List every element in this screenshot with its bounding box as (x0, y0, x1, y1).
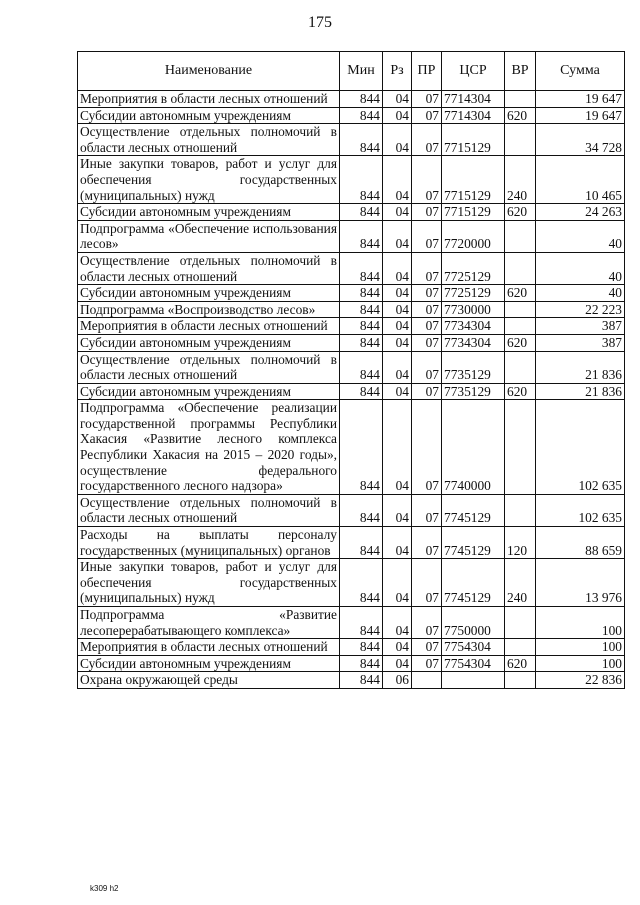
cell-pr: 07 (412, 494, 442, 526)
cell-pr: 07 (412, 607, 442, 639)
cell-min: 844 (340, 383, 383, 400)
cell-name: Субсидии автономным учреждениям (78, 334, 340, 351)
cell-name: Иные закупки товаров, работ и услуг для обеспечения государственных (муниципальных) нужд (78, 156, 340, 204)
cell-csr: 7754304 (442, 655, 505, 672)
cell-name: Охрана окружающей среды (78, 672, 340, 689)
cell-sum: 21 836 (536, 383, 625, 400)
cell-vr: 620 (505, 107, 536, 124)
cell-name: Мероприятия в области лесных отношений (78, 318, 340, 335)
cell-rz: 04 (383, 124, 412, 156)
cell-rz: 04 (383, 318, 412, 335)
cell-pr: 07 (412, 124, 442, 156)
cell-min: 844 (340, 107, 383, 124)
cell-csr: 7730000 (442, 301, 505, 318)
cell-rz: 04 (383, 301, 412, 318)
cell-vr (505, 607, 536, 639)
cell-rz: 04 (383, 383, 412, 400)
table-row (78, 494, 625, 526)
cell-min: 844 (340, 607, 383, 639)
cell-csr: 7720000 (442, 220, 505, 252)
cell-name: Иные закупки товаров, работ и услуг для обеспечения государственных (муниципальных) нужд (78, 559, 340, 607)
cell-name: Субсидии автономным учреждениям (78, 204, 340, 221)
cell-csr: 7754304 (442, 639, 505, 656)
header-pr: ПР (412, 52, 442, 91)
cell-name: Субсидии автономным учреждениям (78, 107, 340, 124)
cell-sum: 387 (536, 318, 625, 335)
header-name: Наименование (78, 52, 340, 91)
cell-sum: 21 836 (536, 351, 625, 383)
cell-pr: 07 (412, 655, 442, 672)
cell-vr: 620 (505, 334, 536, 351)
cell-name: Субсидии автономным учреждениям (78, 383, 340, 400)
cell-sum: 100 (536, 655, 625, 672)
table-row (78, 607, 625, 639)
table-row (78, 107, 625, 124)
cell-pr: 07 (412, 383, 442, 400)
cell-name: Расходы на выплаты персоналу государственных (муниципальных) органов (78, 527, 340, 559)
cell-csr: 7715129 (442, 156, 505, 204)
cell-vr (505, 91, 536, 108)
cell-vr (505, 220, 536, 252)
cell-pr: 07 (412, 204, 442, 221)
header-min: Мин (340, 52, 383, 91)
cell-rz: 04 (383, 285, 412, 302)
table-row (78, 204, 625, 221)
cell-name: Мероприятия в области лесных отношений (78, 91, 340, 108)
cell-vr (505, 301, 536, 318)
table-row (78, 252, 625, 284)
cell-min: 844 (340, 285, 383, 302)
cell-rz: 04 (383, 400, 412, 495)
cell-pr: 07 (412, 156, 442, 204)
cell-name: Осуществление отдельных полномочий в области лесных отношений (78, 252, 340, 284)
cell-sum: 100 (536, 607, 625, 639)
table-row (78, 285, 625, 302)
cell-rz: 04 (383, 220, 412, 252)
cell-name: Подпрограмма «Развитие лесоперерабатывающего комплекса» (78, 607, 340, 639)
budget-table (77, 51, 625, 689)
cell-sum: 22 223 (536, 301, 625, 318)
cell-csr: 7734304 (442, 318, 505, 335)
cell-vr (505, 639, 536, 656)
cell-csr: 7714304 (442, 107, 505, 124)
cell-sum: 100 (536, 639, 625, 656)
cell-csr: 7735129 (442, 383, 505, 400)
cell-vr (505, 124, 536, 156)
cell-rz: 04 (383, 527, 412, 559)
cell-rz: 04 (383, 107, 412, 124)
table-row (78, 156, 625, 204)
cell-pr: 07 (412, 91, 442, 108)
cell-min: 844 (340, 220, 383, 252)
table-row (78, 318, 625, 335)
cell-rz: 04 (383, 639, 412, 656)
cell-sum: 24 263 (536, 204, 625, 221)
cell-min: 844 (340, 351, 383, 383)
cell-vr: 620 (505, 285, 536, 302)
cell-pr: 07 (412, 400, 442, 495)
cell-pr: 07 (412, 318, 442, 335)
cell-csr: 7745129 (442, 527, 505, 559)
cell-name: Осуществление отдельных полномочий в области лесных отношений (78, 494, 340, 526)
cell-vr: 120 (505, 527, 536, 559)
cell-name: Подпрограмма «Воспроизводство лесов» (78, 301, 340, 318)
cell-sum: 102 635 (536, 494, 625, 526)
cell-rz: 04 (383, 351, 412, 383)
cell-sum: 10 465 (536, 156, 625, 204)
cell-vr: 620 (505, 204, 536, 221)
cell-pr: 07 (412, 107, 442, 124)
table-row (78, 220, 625, 252)
cell-csr: 7745129 (442, 559, 505, 607)
cell-sum: 40 (536, 285, 625, 302)
cell-name: Подпрограмма «Обеспечение использования лесов» (78, 220, 340, 252)
cell-min: 844 (340, 334, 383, 351)
cell-name: Осуществление отдельных полномочий в области лесных отношений (78, 124, 340, 156)
cell-pr: 07 (412, 527, 442, 559)
cell-csr: 7725129 (442, 252, 505, 284)
cell-csr: 7715129 (442, 204, 505, 221)
cell-rz: 04 (383, 252, 412, 284)
cell-vr (505, 672, 536, 689)
table-row (78, 527, 625, 559)
cell-vr: 620 (505, 655, 536, 672)
table-row (78, 91, 625, 108)
cell-sum: 19 647 (536, 107, 625, 124)
cell-min: 844 (340, 204, 383, 221)
cell-min: 844 (340, 527, 383, 559)
cell-pr: 07 (412, 285, 442, 302)
cell-name: Субсидии автономным учреждениям (78, 285, 340, 302)
table-row (78, 124, 625, 156)
cell-min: 844 (340, 156, 383, 204)
cell-name: Субсидии автономным учреждениям (78, 655, 340, 672)
cell-pr: 07 (412, 351, 442, 383)
footer-code: k309 h2 (90, 884, 119, 893)
cell-rz: 04 (383, 334, 412, 351)
cell-vr (505, 494, 536, 526)
cell-vr: 240 (505, 156, 536, 204)
cell-sum: 13 976 (536, 559, 625, 607)
cell-csr: 7714304 (442, 91, 505, 108)
cell-min: 844 (340, 400, 383, 495)
cell-csr: 7735129 (442, 351, 505, 383)
cell-csr: 7740000 (442, 400, 505, 495)
cell-vr (505, 318, 536, 335)
cell-csr: 7750000 (442, 607, 505, 639)
cell-min: 844 (340, 672, 383, 689)
cell-vr (505, 400, 536, 495)
cell-min: 844 (340, 91, 383, 108)
cell-min: 844 (340, 301, 383, 318)
cell-vr (505, 351, 536, 383)
cell-pr (412, 672, 442, 689)
cell-rz: 04 (383, 607, 412, 639)
header-vr: ВР (505, 52, 536, 91)
cell-vr (505, 252, 536, 284)
cell-min: 844 (340, 124, 383, 156)
table-row (78, 655, 625, 672)
cell-name: Мероприятия в области лесных отношений (78, 639, 340, 656)
cell-min: 844 (340, 639, 383, 656)
table-row (78, 639, 625, 656)
cell-rz: 04 (383, 156, 412, 204)
cell-rz: 04 (383, 91, 412, 108)
table-header-row (78, 52, 625, 91)
cell-sum: 19 647 (536, 91, 625, 108)
header-csr: ЦСР (442, 52, 505, 91)
header-sum: Сумма (536, 52, 625, 91)
cell-csr: 7725129 (442, 285, 505, 302)
cell-rz: 04 (383, 655, 412, 672)
cell-pr: 07 (412, 559, 442, 607)
cell-sum: 102 635 (536, 400, 625, 495)
table-row (78, 400, 625, 495)
cell-rz: 04 (383, 494, 412, 526)
cell-min: 844 (340, 559, 383, 607)
table-row (78, 672, 625, 689)
cell-pr: 07 (412, 334, 442, 351)
cell-min: 844 (340, 494, 383, 526)
cell-csr: 7734304 (442, 334, 505, 351)
cell-rz: 06 (383, 672, 412, 689)
header-rz: Рз (383, 52, 412, 91)
cell-vr: 240 (505, 559, 536, 607)
cell-pr: 07 (412, 639, 442, 656)
cell-csr: 7715129 (442, 124, 505, 156)
cell-pr: 07 (412, 252, 442, 284)
cell-pr: 07 (412, 301, 442, 318)
cell-name: Подпрограмма «Обеспечение реализации государственной программы Республики Хакасия «Развитие лесного комплекса Республики Хакасия на 2015 – 2020 годы», осуществление федерального государственного лесного надзора» (78, 400, 340, 495)
cell-name: Осуществление отдельных полномочий в области лесных отношений (78, 351, 340, 383)
cell-rz: 04 (383, 559, 412, 607)
table-row (78, 559, 625, 607)
cell-min: 844 (340, 318, 383, 335)
page-number: 175 (308, 14, 332, 31)
cell-csr: 7745129 (442, 494, 505, 526)
table-row (78, 351, 625, 383)
cell-min: 844 (340, 655, 383, 672)
cell-rz: 04 (383, 204, 412, 221)
cell-min: 844 (340, 252, 383, 284)
table-row (78, 301, 625, 318)
table-row (78, 334, 625, 351)
cell-sum: 34 728 (536, 124, 625, 156)
table-row (78, 383, 625, 400)
cell-csr (442, 672, 505, 689)
cell-sum: 40 (536, 252, 625, 284)
cell-vr: 620 (505, 383, 536, 400)
cell-sum: 88 659 (536, 527, 625, 559)
cell-pr: 07 (412, 220, 442, 252)
cell-sum: 387 (536, 334, 625, 351)
cell-sum: 40 (536, 220, 625, 252)
cell-sum: 22 836 (536, 672, 625, 689)
